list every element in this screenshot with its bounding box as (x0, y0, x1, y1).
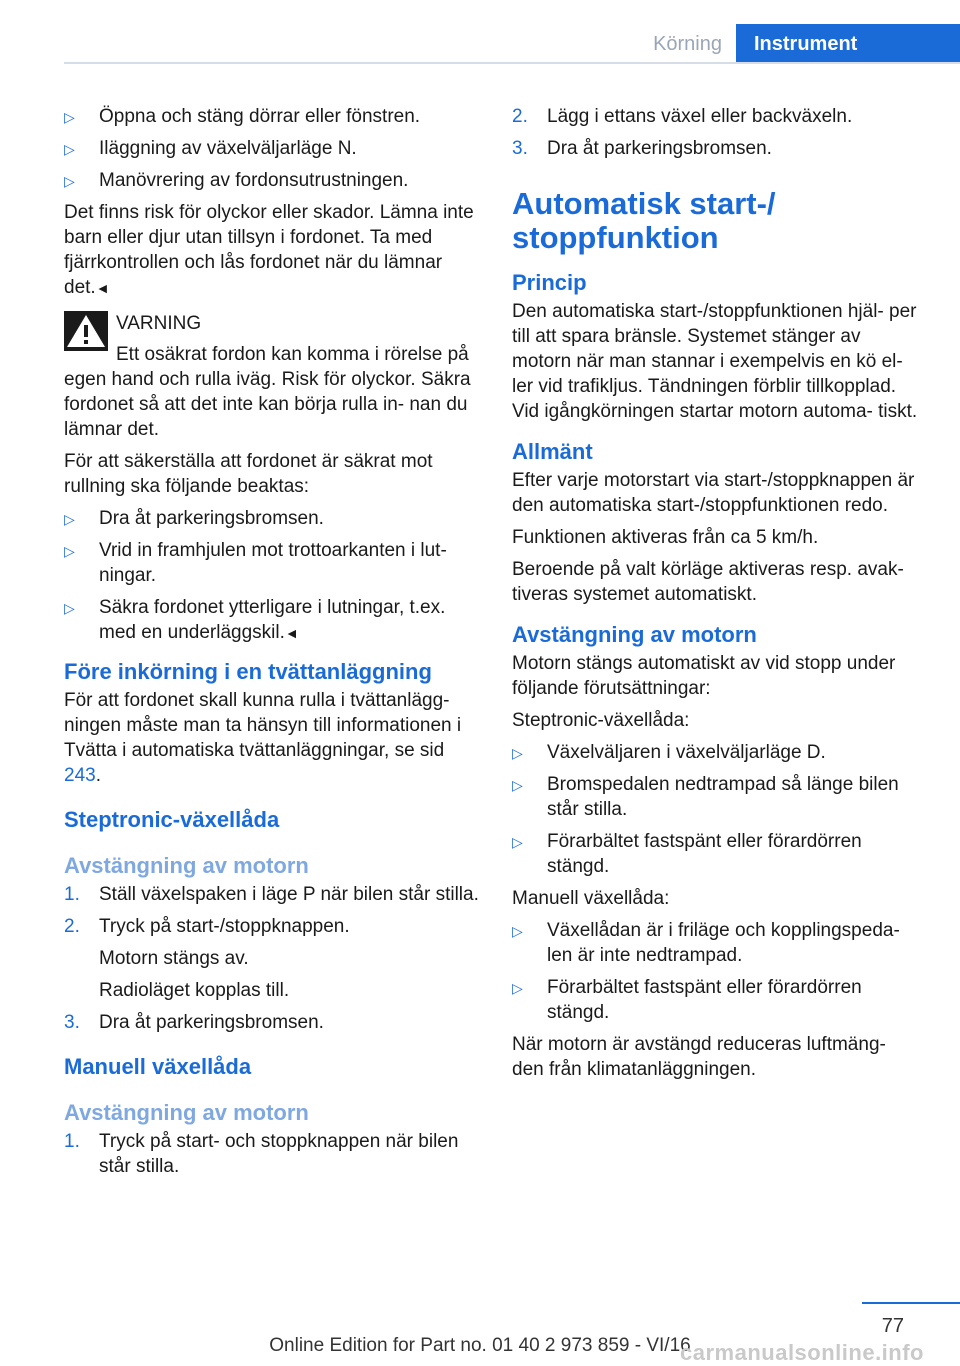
paragraph: Manuell växellåda: (512, 888, 670, 909)
warning-title: VARNING (116, 313, 202, 334)
header-rule (64, 62, 960, 64)
paragraph: Det finns risk för olyckor eller skador. Lämna inte barn eller djur utan tillsyn i fordonet. Ta med fjärrkontrollen och lås fordonet när du lämnar det.◄ (64, 202, 474, 298)
step-item: 3. Dra åt parkeringsbromsen. (512, 138, 772, 159)
list-item: ▷ Säkra fordonet ytterligare i lutningar, t.ex. med en underläggskil.◄ (64, 597, 446, 643)
paragraph: När motorn är avstängd reduceras luftmäng- den från klimatanläggningen. (512, 1034, 886, 1080)
triangle-bullet-icon: ▷ (64, 511, 75, 527)
triangle-bullet-icon: ▷ (64, 109, 75, 125)
triangle-bullet-icon: ▷ (64, 173, 75, 189)
heading-manual: Manuell växellåda (64, 1054, 252, 1079)
heading-general: Allmänt (512, 439, 593, 464)
paragraph: Funktionen aktiveras från ca 5 km/h. (512, 527, 819, 548)
section-title: Automatisk start-/ stoppfunktion (512, 186, 776, 255)
warning-block (64, 311, 484, 442)
paragraph: Efter varje motorstart via start-/stoppknappen är den automatiska start-/stoppfunktionen redo. (512, 470, 915, 516)
triangle-bullet-icon: ▷ (64, 600, 75, 616)
page-reference-link[interactable]: 243 (64, 765, 96, 786)
end-mark-icon: ◄ (284, 625, 299, 641)
subheading-motor-off: Avstängning av motorn (64, 1100, 309, 1125)
page-number: 77 (881, 1315, 904, 1337)
heading-principle: Princip (512, 270, 587, 295)
paragraph: För att fordonet skall kunna rulla i tvättanlägg- ningen måste man ta hänsyn till informationen i Tvätta i automatiska tvättanläggningar, se sid 243. (64, 690, 462, 786)
list-item: ▷ Förarbältet fastspänt eller förardörren stängd. (512, 831, 862, 877)
header-section-label: Körning (653, 33, 722, 55)
list-item: ▷ Iläggning av växelväljarläge N. (64, 136, 484, 161)
list-item: ▷ Förarbältet fastspänt eller förardörren stängd. (512, 977, 862, 1023)
list-item: ▷ Manövrering av fordonsutrustningen. (64, 168, 484, 193)
subheading-motor-off: Avstängning av motorn (64, 853, 309, 878)
right-column (512, 104, 922, 1089)
list-item: ▷ Växelväljaren i växelväljarläge D. (512, 740, 922, 765)
paragraph: Beroende på valt körläge aktiveras resp. avak- tiveras systemet automatiskt. (512, 559, 904, 605)
triangle-bullet-icon: ▷ (512, 834, 523, 850)
left-column (64, 104, 484, 1186)
triangle-bullet-icon: ▷ (512, 745, 523, 761)
edition-line: Online Edition for Part no. 01 40 2 973 859 - VI/16 (269, 1335, 691, 1356)
step-item: 3. Dra åt parkeringsbromsen. (64, 1012, 324, 1033)
step-item: 1. Tryck på start- och stoppknappen när bilen står stilla. (64, 1131, 459, 1177)
step-note: Motorn stängs av. (99, 948, 249, 969)
triangle-bullet-icon: ▷ (512, 923, 523, 939)
list-item: ▷ Vrid in framhjulen mot trottoarkanten i lut- ningar. (64, 540, 447, 586)
step-item: 2. Lägg i ettans växel eller backväxeln. (512, 106, 853, 127)
step-note: Radioläget kopplas till. (99, 980, 290, 1001)
paragraph: Steptronic-växellåda: (512, 710, 690, 731)
footer-rule (862, 1302, 960, 1304)
paragraph: Motorn stängs automatiskt av vid stopp under följande förutsättningar: (512, 653, 896, 699)
step-item: 1. Ställ växelspaken i läge P när bilen står stilla. (64, 884, 479, 905)
step-item: 2. Tryck på start-/stoppknappen. (64, 916, 350, 937)
triangle-bullet-icon: ▷ (512, 980, 523, 996)
paragraph: Den automatiska start-/stoppfunktionen hjäl- per till att spara bränsle. Systemet stänger av motorn när man stannar i exempelvis en kö el- ler vid trafikljus. Tändningen förblir tillkopplad. Vid igångkörningen startar motorn automa- tiskt. (512, 301, 918, 422)
triangle-bullet-icon: ▷ (512, 777, 523, 793)
list-item: ▷ Dra åt parkeringsbromsen. (64, 506, 484, 531)
list-item: ▷ Öppna och stäng dörrar eller fönstren. (64, 104, 484, 129)
list-item: ▷ Växellådan är i friläge och kopplingspeda- len är inte nedtrampad. (512, 920, 900, 966)
warning-icon (64, 311, 108, 351)
end-mark-icon: ◄ (95, 280, 110, 296)
list-item: ▷ Bromspedalen nedtrampad så länge bilen står stilla. (512, 774, 899, 820)
paragraph: För att säkerställa att fordonet är säkrat mot rullning ska följande beaktas: (64, 451, 433, 497)
watermark: carmanualsonline.info (680, 1340, 924, 1365)
header-chapter-tab: Instrument (736, 24, 960, 64)
heading-wash: Före inkörning i en tvättanläggning (64, 659, 432, 684)
warning-text: Ett osäkrat fordon kan komma i rörelse på egen hand och rulla iväg. Risk för olyckor. Säkra fordonet så att det inte kan börja rulla in- nan du lämnar det. (64, 344, 471, 440)
heading-steptronic: Steptronic-växellåda (64, 807, 280, 832)
heading-motor-off: Avstängning av motorn (512, 622, 757, 647)
triangle-bullet-icon: ▷ (64, 141, 75, 157)
triangle-bullet-icon: ▷ (64, 543, 75, 559)
